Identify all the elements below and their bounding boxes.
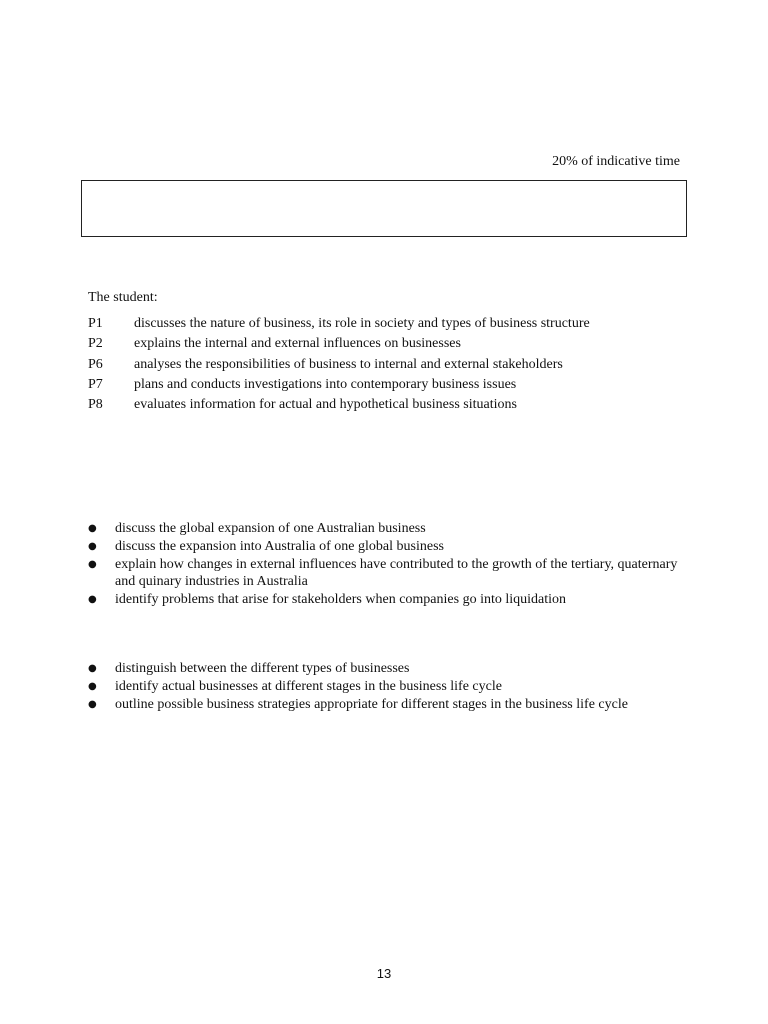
- outcome-item: [88, 395, 590, 415]
- outcomes-list: [88, 314, 590, 415]
- bullet-icon: ●: [88, 523, 97, 534]
- outcome-code: P8: [88, 397, 103, 413]
- bullet-icon: ●: [88, 681, 97, 692]
- bullet-item: [88, 678, 688, 695]
- outcome-text: discusses the nature of business, its role in society and types of business structure: [134, 316, 590, 331]
- bullet-text: identify actual businesses at different stages in the business life cycle: [115, 679, 502, 694]
- bullet-icon: ●: [88, 663, 97, 674]
- outcome-code: P6: [88, 356, 103, 372]
- outcomes-intro: The student:: [88, 290, 158, 305]
- bullet-item: [88, 660, 688, 677]
- bullet-text: discuss the expansion into Australia of one global business: [115, 539, 444, 554]
- bullet-text: explain how changes in external influences have contributed to the growth of the tertiary, quaternary and quinary industries in Australia: [115, 557, 678, 589]
- outcome-item: [88, 314, 590, 334]
- outcome-text: explains the internal and external influences on businesses: [134, 336, 461, 352]
- bullet-item: [88, 591, 688, 608]
- bullet-text: outline possible business strategies appropriate for different stages in the business life cycle: [115, 697, 628, 712]
- outcome-item: [88, 334, 590, 354]
- outcome-text: analyses the responsibilities of business to internal and external stakeholders: [134, 356, 563, 372]
- outcome-code: P1: [88, 316, 103, 331]
- indicative-time-note: 20% of indicative time: [552, 154, 680, 169]
- bullet-icon: ●: [88, 699, 97, 710]
- bullet-list-1: [88, 520, 688, 609]
- bullet-item: [88, 520, 688, 537]
- outcome-text: plans and conducts investigations into contemporary business issues: [134, 376, 517, 392]
- bullet-text: discuss the global expansion of one Australian business: [115, 521, 426, 536]
- outcome-item: [88, 355, 590, 375]
- outcome-text: evaluates information for actual and hypothetical business situations: [134, 397, 517, 413]
- bullet-list-2: [88, 660, 688, 714]
- outcome-code: P7: [88, 376, 103, 392]
- bullet-text: identify problems that arise for stakeholders when companies go into liquidation: [115, 592, 567, 607]
- bullet-text: distinguish between the different types of businesses: [115, 661, 410, 676]
- bullet-icon: ●: [88, 541, 97, 552]
- empty-title-box: [81, 180, 687, 237]
- bullet-item: [88, 556, 688, 590]
- page-number: 13: [376, 966, 392, 981]
- outcome-code: P2: [88, 336, 103, 352]
- bullet-icon: ●: [88, 559, 97, 570]
- bullet-item: [88, 538, 688, 555]
- bullet-item: [88, 696, 688, 713]
- outcome-item: [88, 375, 590, 395]
- bullet-icon: ●: [88, 594, 97, 605]
